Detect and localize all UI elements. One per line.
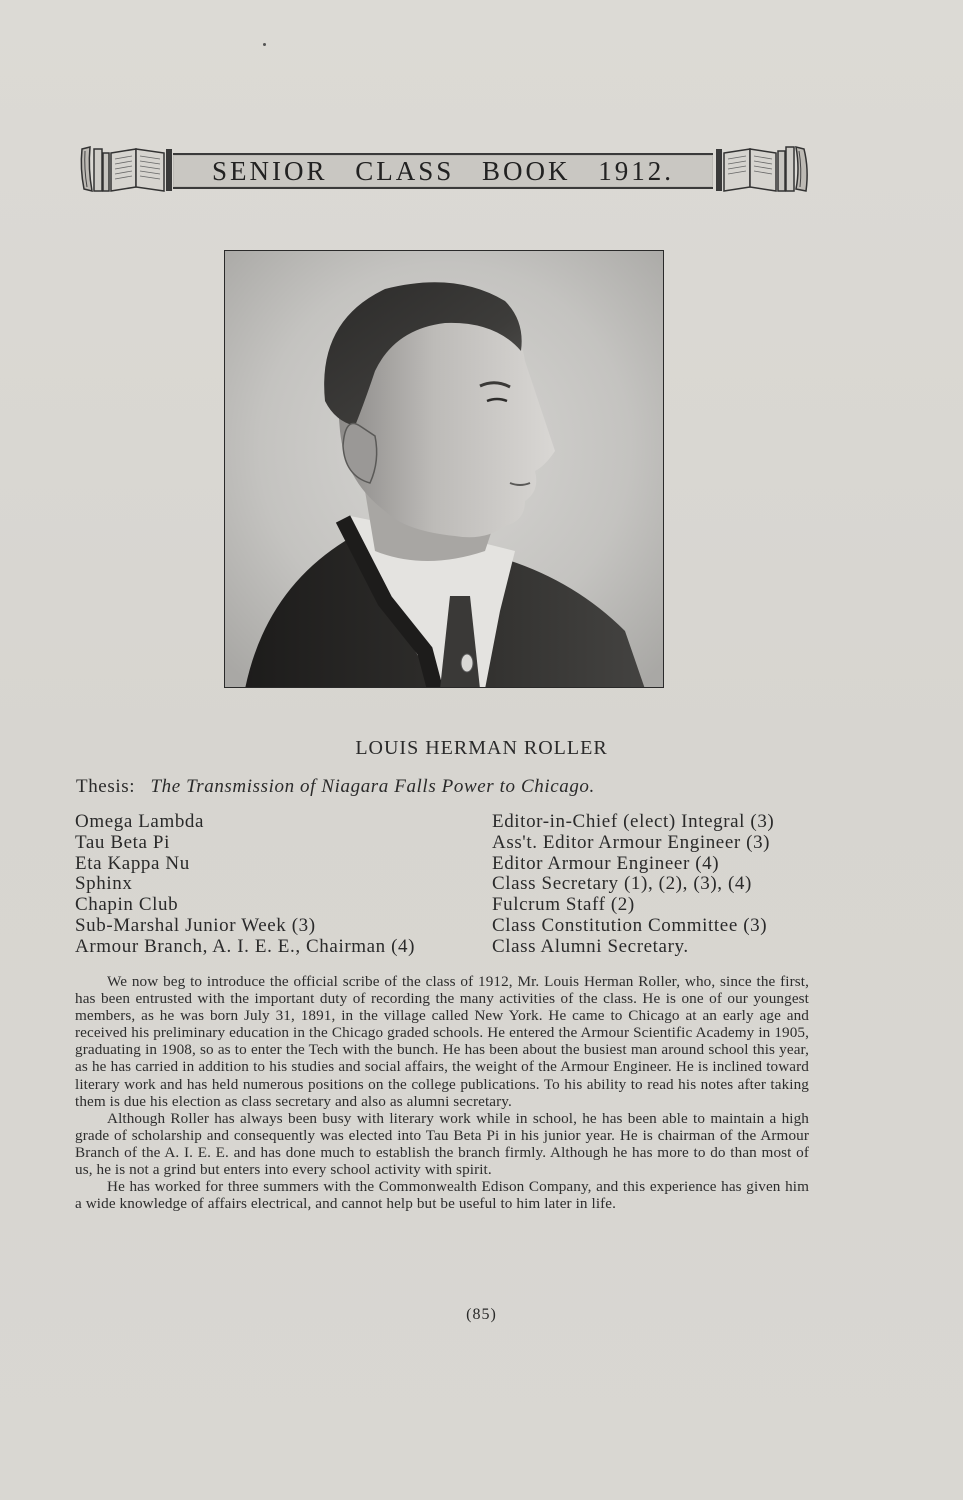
open-book-left-icon [78,143,178,195]
activity-item: Class Constitution Committee (3) [492,914,768,936]
biography-paragraph: He has worked for three summers with the Commonwealth Edison Company, and this experience has given him a wide knowledge of affairs electrical, and cannot help but be useful to him later in life. [75,1178,809,1213]
page-number: (85) [466,1306,497,1323]
thesis-line [76,776,595,798]
activities-left-column [75,812,415,958]
portrait-photo [224,250,664,688]
activity-item: Armour Branch, A. I. E. E., Chairman (4) [75,935,416,957]
activity-item: Eta Kappa Nu [75,852,190,874]
thesis-title: The Transmission of Niagara Falls Power to Chicago. [150,776,595,797]
open-book-right-icon [710,143,810,195]
activity-item: Tau Beta Pi [75,831,170,853]
activity-item: Omega Lambda [75,811,205,832]
activity-item: Ass't. Editor Armour Engineer (3) [492,831,771,853]
activity-item: Class Secretary (1), (2), (3), (4) [492,873,752,895]
activity-item: Sphinx [75,873,133,895]
biography-paragraph: Although Roller has always been busy with literary work while in school, he has been able to maintain a high grade of scholarship and consequently was elected into Tau Beta Pi in his junior year. He is chairman of the Armour Branch of the A. I. E. E. and has done much to establish the branch firmly. Although he has more to do than most of us, he is not a grind but enters into every school activity with spirit. [75,1109,809,1179]
activity-item: Sub-Marshal Junior Week (3) [75,914,316,936]
biography-paragraph: We now beg to introduce the official scribe of the class of 1912, Mr. Louis Herman Roller, who, since the first, has been entrusted with the important duty of recording the many activities of the class. He is one of our youngest members, as he was born July 31, 1891, in the village called New York. He came to Chicago at an early age and received his preliminary education in the Chicago graded schools. He entered the Armour Scientific Academy in 1905, graduating in 1908, so as to enter the Tech with the bunch. He has been about the busiest man around school this year, as he has carried in addition to his studies and social affairs, the weight of the Armour Engineer. He is inclined toward literary work and has held numerous positions on the college publications. To his ability to read his notes after taking them is due his election as class secretary and also as alumni secretary. [75,973,809,1110]
activity-item: Class Alumni Secretary. [492,935,689,957]
activity-item: Editor-in-Chief (elect) Integral (3) [492,811,775,832]
thesis-label: Thesis: [76,776,136,797]
ink-speck [263,43,266,46]
biography [75,973,809,1212]
activity-item: Chapin Club [75,894,179,916]
header-banner [78,143,810,195]
student-name: LOUIS HERMAN ROLLER [355,737,608,759]
activity-item: Fulcrum Staff (2) [492,894,635,916]
portrait-image [225,251,664,688]
activities-right-column [492,812,774,958]
activity-item: Editor Armour Engineer (4) [492,852,720,874]
banner-title: SENIOR CLASS BOOK 1912. [211,156,675,186]
